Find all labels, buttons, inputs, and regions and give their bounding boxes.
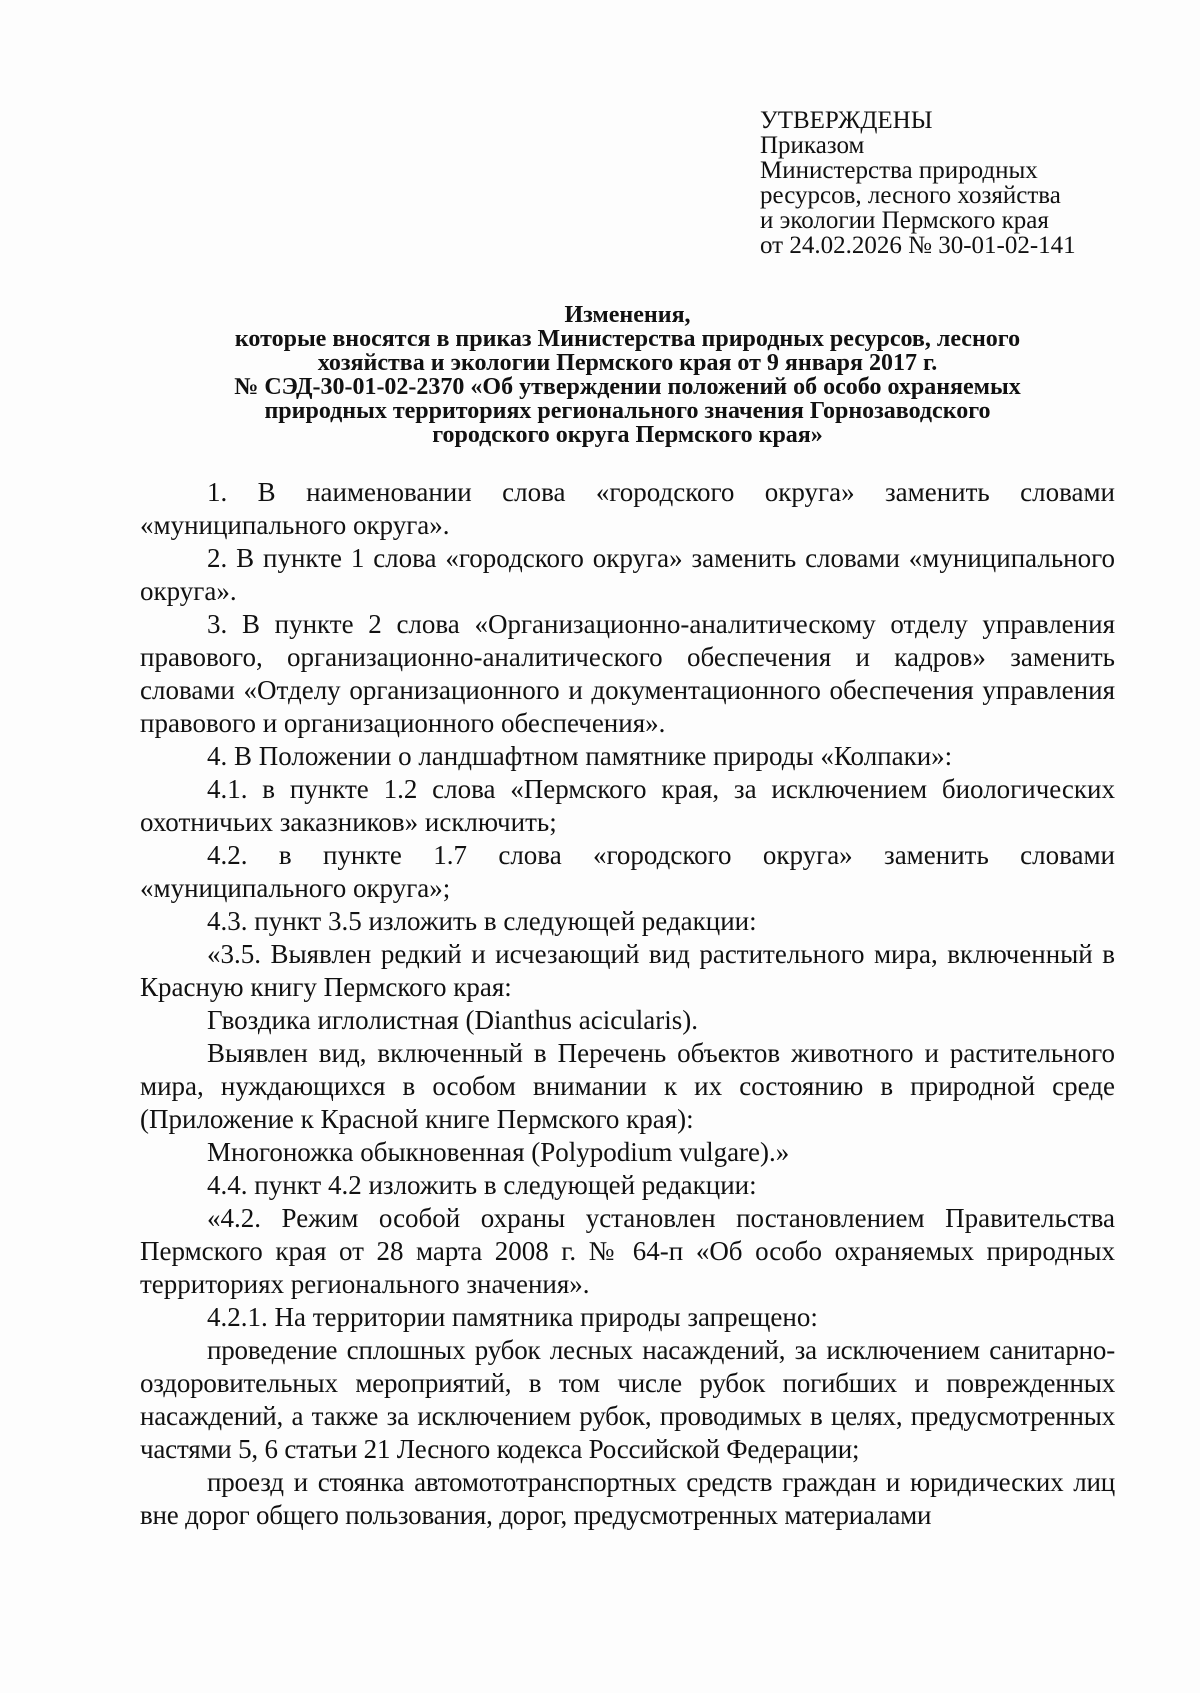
approval-stamp [760,108,1160,258]
paragraph-1: 1. В наименовании слова «городского округа» заменить словами «муниципального округа». [140,477,1115,540]
title-line: природных территориях регионального значения Горнозаводского [264,398,991,424]
paragraph-species-list: Выявлен вид, включенный в Перечень объектов животного и растительного мира, нуждающихся в особом внимании к их состоянию в природной среде (Приложение к Красной книге Пермского края): [140,1038,1115,1134]
paragraph-prohibition-2: проезд и стоянка автомототранспортных средств граждан и юридических лиц вне дорог общего пользования, дорог, предусмотренных материалами [140,1467,1115,1530]
paragraph-4-3: 4.3. пункт 3.5 изложить в следующей редакции: [207,906,757,936]
paragraph-4-2-regime: «4.2. Режим особой охраны установлен постановлением Правительства Пермского края от 28 марта 2008 г. № 64-п «Об особо охраняемых природных территориях регионального значения». [140,1203,1115,1299]
approval-line: Приказом [760,132,865,159]
paragraph-species-1: Гвоздика иглолистная (Dianthus acicularis). [207,1005,698,1035]
paragraph-4: 4. В Положении о ландшафтном памятнике природы «Колпаки»: [207,741,953,771]
paragraph-4-1: 4.1. в пункте 1.2 слова «Пермского края, за исключением биологических охотничьих заказников» исключить; [140,774,1115,837]
paragraph-4-2-1: 4.2.1. На территории памятника природы запрещено: [207,1302,818,1332]
title-line: которые вносятся в приказ Министерства природных ресурсов, лесного [234,326,1021,352]
document-title [140,303,1115,447]
approval-line: ресурсов, лесного хозяйства [760,182,1061,209]
paragraph-3: 3. В пункте 2 слова «Организационно-аналитическому отделу управления правового, организационно-аналитического обеспечения и кадров» заменить словами «Отделу организационного и документационного обеспечения управления правового и организационного обеспечения». [140,609,1115,738]
approval-line: Министерства природных [760,157,1038,184]
paragraph-4-4: 4.4. пункт 4.2 изложить в следующей редакции: [207,1170,757,1200]
title-line: хозяйства и экологии Пермского края от 9 января 2017 г. [317,350,938,376]
approval-line: от 24.02.2026 № 30-01-02-141 [760,232,1076,259]
paragraph-3-5: «3.5. Выявлен редкий и исчезающий вид растительного мира, включенный в Красную книгу Пермского края: [140,939,1115,1002]
approval-line: УТВЕРЖДЕНЫ [760,107,933,134]
paragraph-species-2: Многоножка обыкновенная (Polypodium vulgare).» [207,1137,790,1167]
title-line: городского округа Пермского края» [432,422,823,448]
paragraph-2: 2. В пункте 1 слова «городского округа» заменить словами «муниципального округа». [140,543,1115,606]
title-line: Изменения, [564,302,691,328]
paragraph-4-2: 4.2. в пункте 1.7 слова «городского округа» заменить словами «муниципального округа»; [140,840,1115,903]
title-line: № СЭД-30-01-02-2370 «Об утверждении положений об особо охраняемых [234,374,1021,400]
paragraph-prohibition-1: проведение сплошных рубок лесных насаждений, за исключением санитарно-оздоровительных мероприятий, в том числе рубок погибших и поврежденных насаждений, а также за исключением рубок, проводимых в целях, предусмотренных частями 5, 6 статьи 21 Лесного кодекса Российской Федерации; [140,1335,1115,1464]
approval-line: и экологии Пермского края [760,207,1049,234]
document-body [140,476,1115,1532]
